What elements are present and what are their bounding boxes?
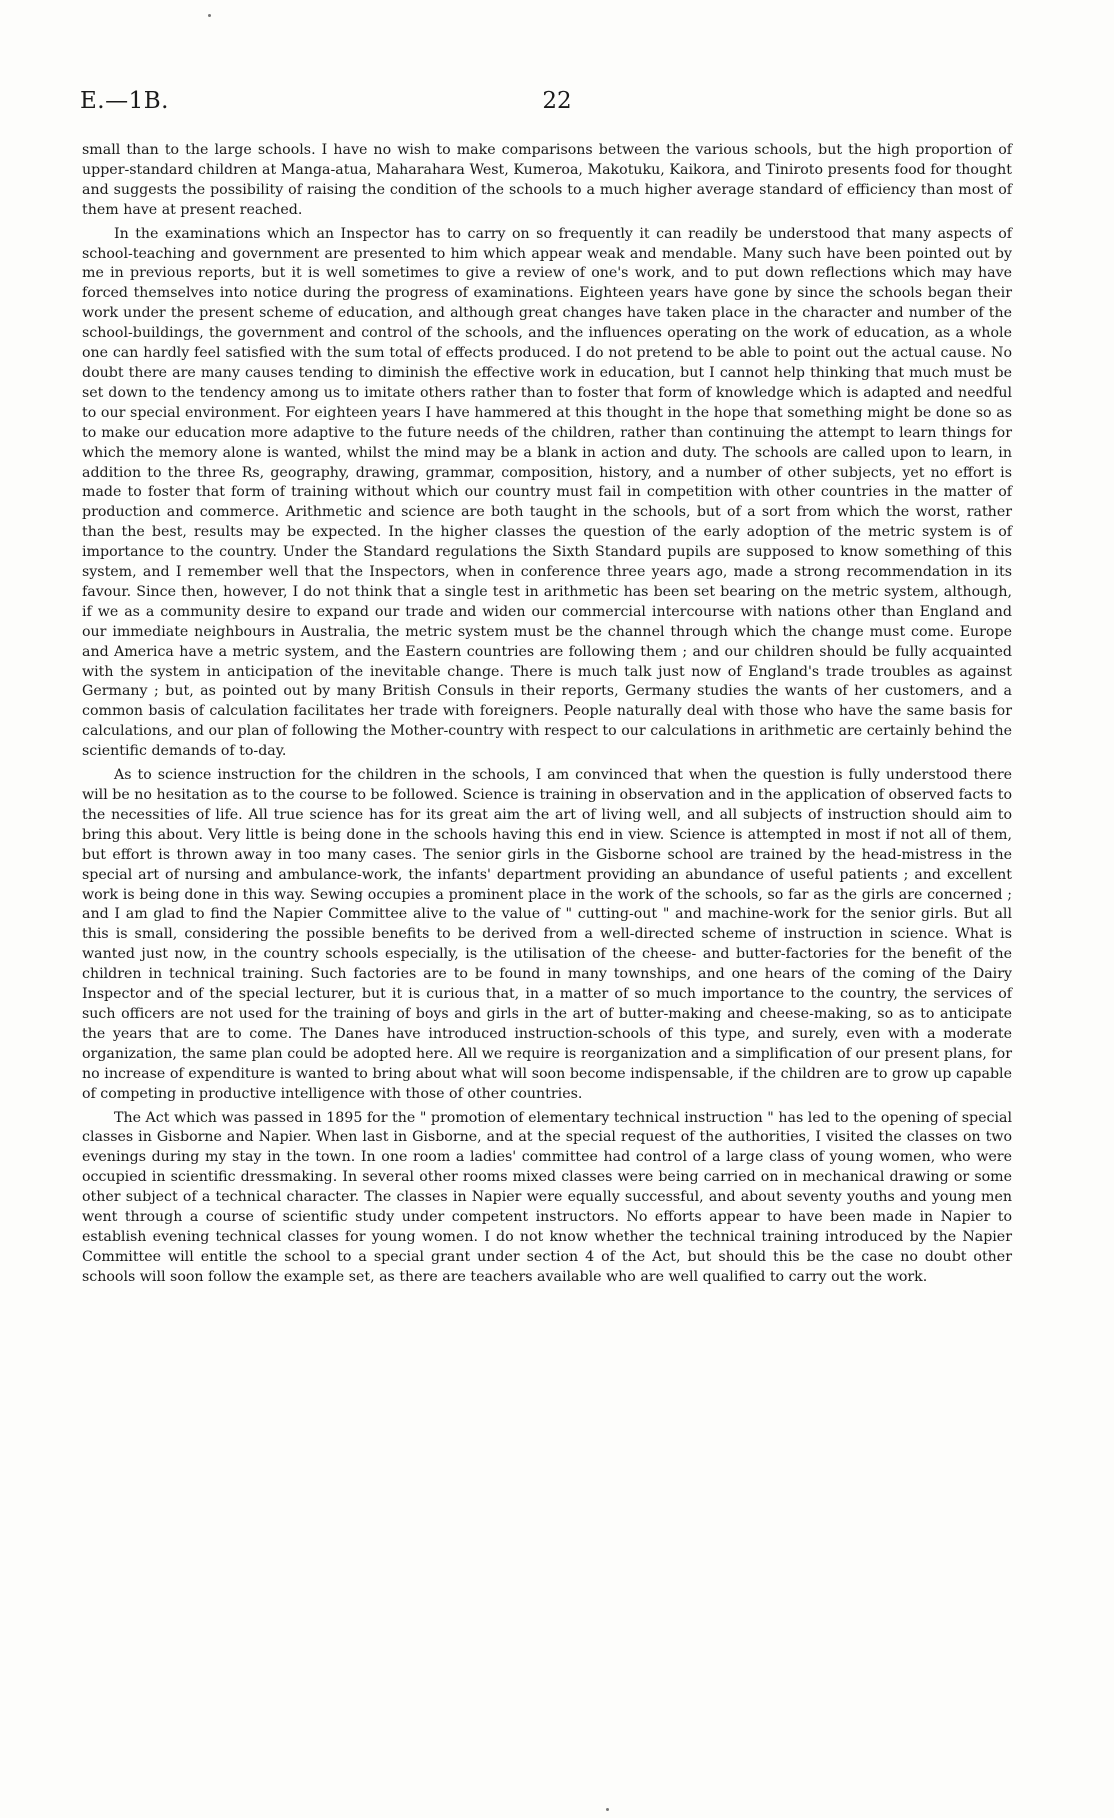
page-number: 22 [542, 88, 572, 114]
paragraph-science-instruction: As to science instruction for the children in the schools, I am convinced that when the question is fully understood there will be no hesitation as to the course to be followed. Science is training in observation and in the application of observed facts to the necessities of life. All true science has for its great aim the art of living well, and all subjects of instruction should aim to bring this about. Very little is being done in the schools having this end in view. Science is attempted in most if not all of them, but effort is thrown away in too many cases. The senior girls in the Gisborne school are trained by the head-mistress in the special art of nursing and ambulance-work, the infants' department providing an abundance of useful patients ; and excellent work is being done in this way. Sewing occupies a prominent place in the work of the schools, so far as the girls are concerned ; and I am glad to find the Napier Committee alive to the value of " cutting-out " and machine-work for the senior girls. But all this is small, considering the possible benefits to be derived from a well-directed scheme of instruction in science. What is wanted just now, in the country schools especially, is the utilisation of the cheese- and butter-factories for the benefit of the children in technical training. Such factories are to be found in many townships, and one hears of the coming of the Dairy Inspector and of the special lecturer, but it is curious that, in a matter of so much importance to the country, the services of such officers are not used for the training of boys and girls in the art of butter-making and cheese-making, so as to anticipate the years that are to come. The Danes have introduced instruction-schools of this type, and surely, even with a moderate organization, the same plan could be adopted here. All we require is reorganization and a simplification of our present plans, for no increase of expenditure is wanted to bring about what will soon become indispensable, if the children are to grow up capable of competing in productive intelligence with those of other countries. [82, 767, 1012, 1102]
body-text [82, 141, 1012, 1292]
paragraph-technical-act: The Act which was passed in 1895 for the " promotion of elementary technical instruction " has led to the opening of special classes in Gisborne and Napier. When last in Gisborne, and at the special request of the authorities, I visited the classes on two evenings during my stay in the town. In one room a ladies' committee had control of a large class of young women, who were occupied in scientific dressmaking. In several other rooms mixed classes were being carried on in mechanical drawing or some other subject of a technical character. The classes in Napier were equally successful, and about seventy youths and young men went through a course of scientific study under competent instructors. No efforts appear to have been made in Napier to establish evening technical classes for young women. I do not know whether the technical training introduced by the Napier Committee will entitle the school to a special grant under section 4 of the Act, but should this be the case no doubt other schools will soon follow the example set, as there are teachers available who are well qualified to carry out the work. [82, 1109, 1012, 1285]
paragraph-continuation: small than to the large schools. I have no wish to make comparisons between the various schools, but the high proportion of upper-standard children at Manga-atua, Maharahara West, Kumeroa, Makotuku, Kaikora, and Tiniroto presents food for thought and suggests the possibility of raising the condition of the schools to a much higher average standard of efficiency than most of them have at present reached. [82, 142, 1012, 218]
scan-speck [208, 14, 211, 17]
scan-speck [606, 1808, 609, 1811]
document-reference: E.—1B. [80, 88, 169, 114]
paragraph-examinations: In the examinations which an Inspector has to carry on so frequently it can readily be understood that many aspects of school-teaching and government are presented to him which appear weak and mendable. Many such have been pointed out by me in previous reports, but it is well sometimes to give a review of one's work, and to put down reflections which may have forced themselves into notice during the progress of examinations. Eighteen years have gone by since the schools began their work under the present scheme of education, and although great changes have taken place in the character and number of the school-buildings, the government and control of the schools, and the influences operating on the work of education, as a whole one can hardly feel satisfied with the sum total of effects produced. I do not pretend to be able to point out the actual cause. No doubt there are many causes tending to diminish the effective work in education, but I cannot help thinking that much must be set down to the tendency among us to imitate others rather than to foster that form of knowledge which is adapted and needful to our special environment. For eighteen years I have hammered at this thought in the hope that something might be done so as to make our education more adaptive to the future needs of the children, rather than continuing the attempt to learn things for which the memory alone is wanted, whilst the mind may be a blank in action and duty. The schools are called upon to learn, in addition to the three Rs, geography, drawing, grammar, composition, history, and a number of other subjects, yet no effort is made to foster that form of training without which our country must fail in competition with other countries in the matter of production and commerce. Arithmetic and science are both taught in the schools, but of a sort from which the worst, rather than the best, results may be expected. In the higher classes the question of the early adoption of the metric system is of importance to the country. Under the Standard regulations the Sixth Standard pupils are supposed to know something of this system, and I remember well that the Inspectors, when in conference three years ago, made a strong recommendation in its favour. Since then, however, I do not think that a single test in arithmetic has been set bearing on the metric system, although, if we as a community desire to expand our trade and widen our commercial intercourse with nations other than England and our immediate neighbours in Australia, the metric system must be the channel through which the change must come. Europe and America have a metric system, and the Eastern countries are following them ; and our children should be fully acquainted with the system in anticipation of the inevitable change. There is much talk just now of England's trade troubles as against Germany ; but, as pointed out by many British Consuls in their reports, Germany studies the wants of her customers, and a common basis of calculation facilitates her trade with foreigners. People naturally deal with those who have the same basis for calculations, and our plan of following the Mother-country with respect to our calculations in arithmetic are certainly behind the scientific demands of to-day. [82, 225, 1012, 760]
page-header [80, 88, 1034, 118]
